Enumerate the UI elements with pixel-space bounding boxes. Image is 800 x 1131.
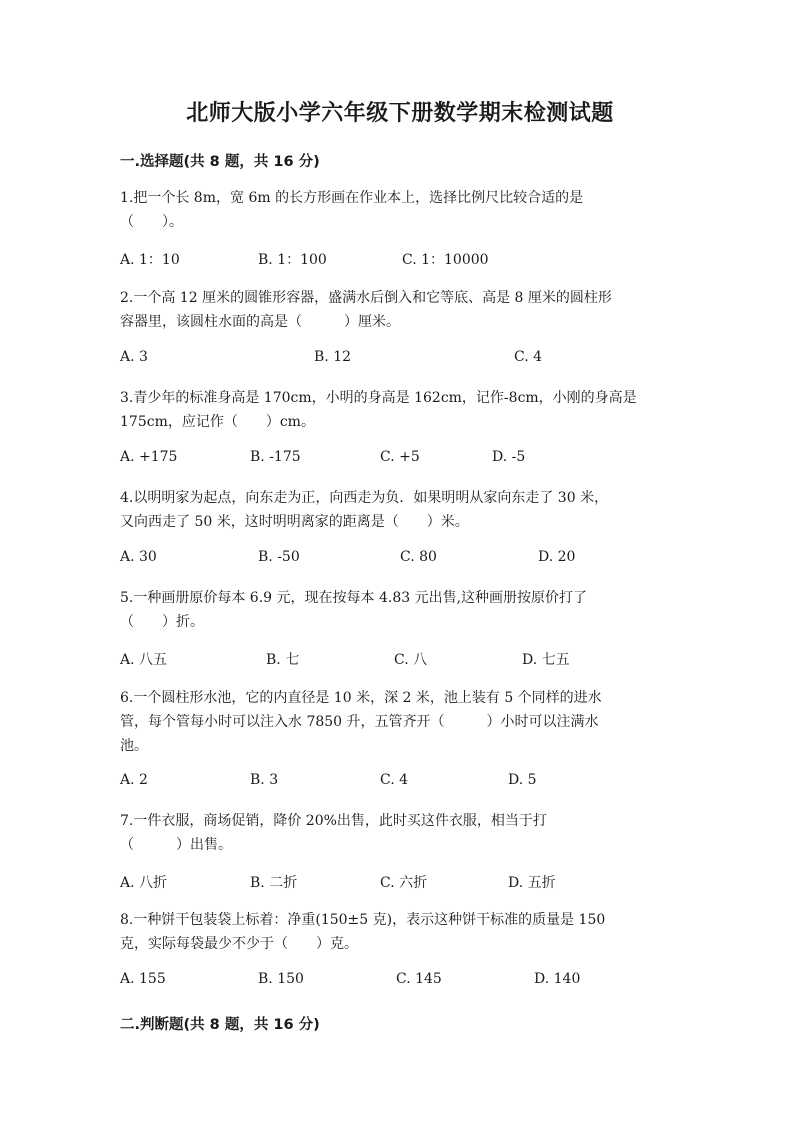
question-line: 1.把一个长 8m，宽 6m 的长方形画在作业本上，选择比例尺比较合适的是 [120,190,584,206]
option-b[interactable]: B. 12 [314,349,352,365]
question-line: 3.青少年的标准身高是 170cm，小明的身高是 162cm，记作-8cm，小刚的身高是 [120,390,637,406]
question-line: 7.一件衣服，商场促销，降价 20%出售，此时买这件衣服，相当于打 [120,813,547,829]
option-c[interactable]: C. +5 [380,449,420,465]
option-b[interactable]: B. 1：100 [258,252,327,268]
option-a[interactable]: A. 30 [120,549,157,565]
question-2-options [120,349,720,369]
question-line: （ ）折。 [120,614,204,630]
question-line: （ ）。 [120,214,183,230]
question-line: 容器里，该圆柱水面的高是（ ）厘米。 [120,314,400,330]
question-line: 2.一个高 12 厘米的圆锥形容器，盛满水后倒入和它等底、高是 8 厘米的圆柱形 [120,290,612,306]
question-3 [120,386,680,434]
question-4-options [120,549,720,569]
option-b[interactable]: B. 150 [258,971,304,987]
option-a[interactable]: A. +175 [120,449,178,465]
question-5 [120,586,680,634]
question-line: （ ）出售。 [120,837,232,853]
option-b[interactable]: B. 二折 [250,875,298,891]
question-line: 4.以明明家为起点，向东走为正，向西走为负．如果明明从家向东走了 30 米， [120,490,609,506]
question-4 [120,486,680,534]
option-c[interactable]: C. 4 [380,772,409,788]
question-6 [120,686,680,758]
question-line: 池。 [120,738,148,754]
option-a[interactable]: A. 2 [120,772,148,788]
question-8-options [120,971,720,991]
question-line: 8.一种饼干包装袋上标着：净重(150±5 克)，表示这种饼干标准的质量是 150 [120,912,606,928]
question-line: 克，实际每袋最少不少于（ ）克。 [120,936,358,952]
option-c[interactable]: C. 八 [394,652,428,668]
option-a[interactable]: A. 3 [120,349,148,365]
question-5-options [120,649,720,669]
question-7-options [120,872,720,892]
option-b[interactable]: B. -50 [258,549,300,565]
option-d[interactable]: D. 七五 [522,652,570,668]
section-heading-multiple-choice: 一.选择题(共 8 题，共 16 分) [120,154,320,170]
question-7 [120,809,680,857]
option-a[interactable]: A. 八折 [120,875,168,891]
question-line: 175cm，应记作（ ）cm。 [120,414,315,430]
page-title: 北师大版小学六年级下册数学期末检测试题 [186,101,614,126]
question-6-options [120,772,720,792]
question-line: 5.一种画册原价每本 6.9 元，现在按每本 4.83 元出售,这种画册按原价打了 [120,590,588,606]
question-line: 管，每个管每小时可以注入水 7850 升，五管齐开（ ）小时可以注满水 [120,714,599,730]
option-a[interactable]: A. 八五 [120,652,168,668]
option-a[interactable]: A. 1：10 [120,252,180,268]
option-d[interactable]: D. 五折 [508,875,556,891]
option-c[interactable]: C. 145 [396,971,442,987]
option-d[interactable]: D. 20 [538,549,576,565]
option-a[interactable]: A. 155 [120,971,166,987]
option-b[interactable]: B. 七 [266,652,300,668]
section-heading-true-false: 二.判断题(共 8 题，共 16 分) [120,1017,320,1033]
option-b[interactable]: B. -175 [250,449,301,465]
option-b[interactable]: B. 3 [250,772,279,788]
option-d[interactable]: D. -5 [492,449,526,465]
option-c[interactable]: C. 4 [514,349,543,365]
question-line: 又向西走了 50 米，这时明明离家的距离是（ ）米。 [120,514,469,530]
option-c[interactable]: C. 1：10000 [402,252,489,268]
option-c[interactable]: C. 80 [400,549,437,565]
question-8 [120,908,680,956]
question-1-options [120,249,720,269]
option-d[interactable]: D. 5 [508,772,537,788]
question-3-options [120,449,720,469]
option-c[interactable]: C. 六折 [380,875,428,891]
question-line: 6.一个圆柱形水池，它的内直径是 10 米，深 2 米，池上装有 5 个同样的进水 [120,690,602,706]
question-1 [120,186,680,234]
option-d[interactable]: D. 140 [534,971,581,987]
question-2 [120,286,680,334]
